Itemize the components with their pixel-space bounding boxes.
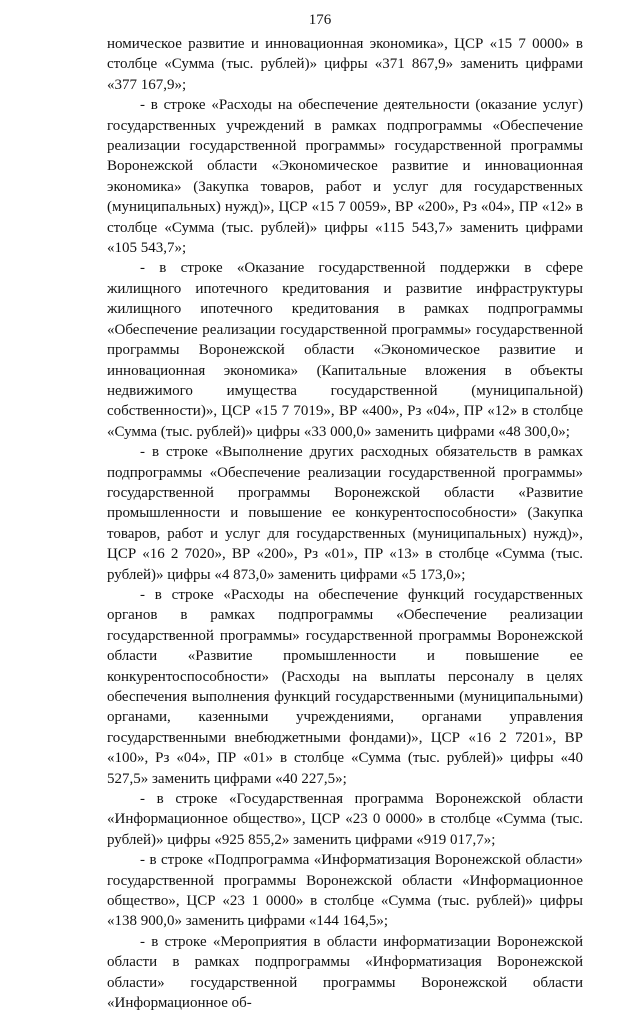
paragraph: - в строке «Расходы на обеспечение функций государственных органов в рамках подпрограммы «Обеспечение реализации государственной программы» государственной программы Воронежской области «Развитие промышленности и повышение ее конкурентоспособности» (Расходы на выплаты персоналу в целях обеспечения выполнения функций государственными (муниципальными) органами, казенными учреждениями, органами управления государственными внебюджетными фондами)», ЦСР «16 2 7201», ВР «100», Рз «04», ПР «01» в столбце «Сумма (тыс. рублей)» цифры «40 527,5» заменить цифрами «40 227,5»; [107,586,583,787]
paragraph: - в строке «Оказание государственной поддержки в сфере жилищного ипотечного кредитования и развитие инфраструктуры жилищного ипотечного кредитования в рамках подпрограммы «Обеспечение реализации государственной программы» государственной программы Воронежской области «Экономическое развитие и инновационная экономика» (Капитальные вложения в объекты недвижимого имущества государственной (муниципальной) собственности)», ЦСР «15 7 7019», ВР «400», Рз «04», ПР «12» в столбце «Сумма (тыс. рублей)» цифры «33 000,0» заменить цифрами «48 300,0»; [107,260,583,440]
page-number: 176 [308,12,332,28]
document-body [107,34,583,1014]
paragraph: - в строке «Расходы на обеспечение деятельности (оказание услуг) государственных учреждений в рамках подпрограммы «Обеспечение реализации государственной программы» государственной программы Воронежской области «Экономическое развитие и инновационная экономика» (Закупка товаров, работ и услуг для государственных (муниципальных) нужд)», ЦСР «15 7 0059», ВР «200», Рз «04», ПР «12» в столбце «Сумма (тыс. рублей)» цифры «115 543,7» заменить цифрами «105 543,7»; [107,97,583,257]
paragraph: номическое развитие и инновационная экономика», ЦСР «15 7 0000» в столбце «Сумма (тыс. рублей)» цифры «371 867,9» заменить цифрами «377 167,9»; [107,36,583,93]
paragraph: - в строке «Государственная программа Воронежской области «Информационное общество», ЦСР «23 0 0000» в столбце «Сумма (тыс. рублей)» цифры «925 855,2» заменить цифрами «919 017,7»; [107,791,583,848]
paragraph: - в строке «Подпрограмма «Информатизация Воронежской области» государственной программы Воронежской области «Информационное общество», ЦСР «23 1 0000» в столбце «Сумма (тыс. рублей)» цифры «138 900,0» заменить цифрами «144 164,5»; [107,852,583,930]
paragraph: - в строке «Выполнение других расходных обязательств в рамках подпрограммы «Обеспечение реализации государственной программы» государственной программы Воронежской области «Развитие промышленности и повышение ее конкурентоспособности» (Закупка товаров, работ и услуг для государственных (муниципальных) нужд)», ЦСР «16 2 7020», ВР «200», Рз «01», ПР «13» в столбце «Сумма (тыс. рублей)» цифры «4 873,0» заменить цифрами «5 173,0»; [107,444,583,583]
paragraph: - в строке «Мероприятия в области информатизации Воронежской области в рамках подпрограммы «Информатизация Воронежской области» государственной программы Воронежской области «Информационное об- [107,933,583,1012]
